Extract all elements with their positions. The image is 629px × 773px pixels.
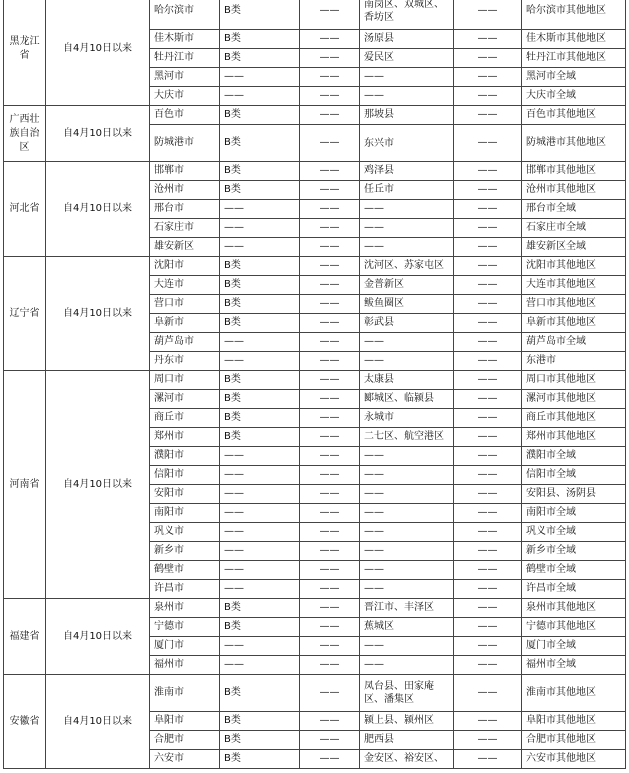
empty-dash-cell: —— [300, 409, 360, 428]
empty-dash-cell: —— [454, 656, 522, 675]
region-cell: 东港市 [522, 352, 626, 371]
risk-class-cell: B类 [220, 49, 300, 68]
district-cell: —— [360, 352, 454, 371]
period-cell: 自4月10日以来 [46, 0, 150, 106]
period-cell: 自4月10日以来 [46, 675, 150, 769]
district-cell: —— [360, 219, 454, 238]
risk-class-cell: —— [220, 447, 300, 466]
risk-class-cell: —— [220, 466, 300, 485]
risk-class-cell: B类 [220, 390, 300, 409]
region-cell: 鹤壁市全域 [522, 561, 626, 580]
risk-class-cell: —— [220, 238, 300, 257]
risk-class-cell: B类 [220, 675, 300, 712]
region-cell: 雄安新区全域 [522, 238, 626, 257]
city-cell: 大庆市 [150, 87, 220, 106]
region-cell: 泉州市其他地区 [522, 599, 626, 618]
district-cell: —— [360, 504, 454, 523]
city-cell: 阜新市 [150, 314, 220, 333]
district-cell: 南岗区、双城区、香坊区 [360, 0, 454, 30]
empty-dash-cell: —— [300, 390, 360, 409]
risk-class-cell: B类 [220, 106, 300, 125]
empty-dash-cell: —— [454, 731, 522, 750]
district-cell: —— [360, 561, 454, 580]
empty-dash-cell: —— [300, 200, 360, 219]
district-cell: —— [360, 656, 454, 675]
district-cell: —— [360, 200, 454, 219]
city-cell: 信阳市 [150, 466, 220, 485]
district-cell: 彰武县 [360, 314, 454, 333]
district-cell: 东兴市 [360, 125, 454, 162]
province-cell: 河南省 [4, 371, 46, 599]
district-cell: 太康县 [360, 371, 454, 390]
city-cell: 周口市 [150, 371, 220, 390]
empty-dash-cell: —— [454, 219, 522, 238]
region-cell: 大庆市全域 [522, 87, 626, 106]
empty-dash-cell: —— [300, 750, 360, 769]
city-cell: 淮南市 [150, 675, 220, 712]
risk-class-cell: —— [220, 656, 300, 675]
city-cell: 哈尔滨市 [150, 0, 220, 30]
risk-class-cell: —— [220, 580, 300, 599]
empty-dash-cell: —— [454, 276, 522, 295]
risk-class-cell: B类 [220, 276, 300, 295]
region-cell: 宁德市其他地区 [522, 618, 626, 637]
empty-dash-cell: —— [454, 125, 522, 162]
empty-dash-cell: —— [300, 523, 360, 542]
empty-dash-cell: —— [300, 30, 360, 49]
city-cell: 郑州市 [150, 428, 220, 447]
empty-dash-cell: —— [300, 542, 360, 561]
empty-dash-cell: —— [454, 162, 522, 181]
district-cell: 沈河区、苏家屯区 [360, 257, 454, 276]
city-cell: 牡丹江市 [150, 49, 220, 68]
district-cell: 鲅鱼圈区 [360, 295, 454, 314]
region-cell: 佳木斯市其他地区 [522, 30, 626, 49]
district-cell: 那坡县 [360, 106, 454, 125]
empty-dash-cell: —— [300, 599, 360, 618]
district-cell: 金安区、裕安区、 [360, 750, 454, 769]
risk-class-cell: —— [220, 200, 300, 219]
empty-dash-cell: —— [454, 314, 522, 333]
empty-dash-cell: —— [300, 181, 360, 200]
period-cell: 自4月10日以来 [46, 106, 150, 162]
empty-dash-cell: —— [454, 181, 522, 200]
city-cell: 许昌市 [150, 580, 220, 599]
district-cell: —— [360, 333, 454, 352]
region-cell: 阜新市其他地区 [522, 314, 626, 333]
region-cell: 黑河市全域 [522, 68, 626, 87]
province-cell: 福建省 [4, 599, 46, 675]
risk-class-cell: B类 [220, 181, 300, 200]
district-cell: 汤原县 [360, 30, 454, 49]
empty-dash-cell: —— [300, 352, 360, 371]
empty-dash-cell: —— [454, 371, 522, 390]
empty-dash-cell: —— [454, 675, 522, 712]
region-cell: 信阳市全域 [522, 466, 626, 485]
city-cell: 福州市 [150, 656, 220, 675]
risk-class-cell: B类 [220, 0, 300, 30]
region-cell: 阜阳市其他地区 [522, 712, 626, 731]
city-cell: 安阳市 [150, 485, 220, 504]
risk-class-cell: —— [220, 637, 300, 656]
district-cell: 爱民区 [360, 49, 454, 68]
empty-dash-cell: —— [300, 276, 360, 295]
empty-dash-cell: —— [300, 731, 360, 750]
city-cell: 鹤壁市 [150, 561, 220, 580]
region-cell: 沈阳市其他地区 [522, 257, 626, 276]
risk-class-cell: B类 [220, 257, 300, 276]
empty-dash-cell: —— [454, 0, 522, 30]
risk-class-cell: —— [220, 561, 300, 580]
empty-dash-cell: —— [454, 447, 522, 466]
city-cell: 沧州市 [150, 181, 220, 200]
risk-class-cell: B类 [220, 712, 300, 731]
empty-dash-cell: —— [454, 712, 522, 731]
risk-class-cell: —— [220, 523, 300, 542]
district-cell: —— [360, 580, 454, 599]
city-cell: 丹东市 [150, 352, 220, 371]
empty-dash-cell: —— [454, 542, 522, 561]
city-cell: 新乡市 [150, 542, 220, 561]
empty-dash-cell: —— [300, 504, 360, 523]
risk-class-cell: B类 [220, 731, 300, 750]
period-cell: 自4月10日以来 [46, 162, 150, 257]
empty-dash-cell: —— [454, 561, 522, 580]
empty-dash-cell: —— [300, 466, 360, 485]
province-cell: 广西壮族自治区 [4, 106, 46, 162]
empty-dash-cell: —— [300, 580, 360, 599]
region-cell: 哈尔滨市其他地区 [522, 0, 626, 30]
empty-dash-cell: —— [454, 504, 522, 523]
risk-class-cell: B类 [220, 125, 300, 162]
city-cell: 防城港市 [150, 125, 220, 162]
empty-dash-cell: —— [300, 68, 360, 87]
region-cell: 百色市其他地区 [522, 106, 626, 125]
region-cell: 安阳县、汤阴县 [522, 485, 626, 504]
district-cell: 任丘市 [360, 181, 454, 200]
empty-dash-cell: —— [300, 49, 360, 68]
city-cell: 阜阳市 [150, 712, 220, 731]
risk-class-cell: B类 [220, 371, 300, 390]
empty-dash-cell: —— [454, 106, 522, 125]
province-cell: 河北省 [4, 162, 46, 257]
table-row [4, 162, 626, 181]
city-cell: 百色市 [150, 106, 220, 125]
city-cell: 商丘市 [150, 409, 220, 428]
city-cell: 邢台市 [150, 200, 220, 219]
city-cell: 南阳市 [150, 504, 220, 523]
region-cell: 合肥市其他地区 [522, 731, 626, 750]
city-cell: 六安市 [150, 750, 220, 769]
district-cell: —— [360, 485, 454, 504]
district-cell: 蕉城区 [360, 618, 454, 637]
empty-dash-cell: —— [300, 561, 360, 580]
table-row [4, 599, 626, 618]
empty-dash-cell: —— [300, 219, 360, 238]
risk-class-cell: —— [220, 504, 300, 523]
province-cell: 黑龙江省 [4, 0, 46, 106]
empty-dash-cell: —— [454, 200, 522, 219]
city-cell: 厦门市 [150, 637, 220, 656]
empty-dash-cell: —— [300, 637, 360, 656]
region-cell: 漯河市其他地区 [522, 390, 626, 409]
city-cell: 濮阳市 [150, 447, 220, 466]
region-cell: 营口市其他地区 [522, 295, 626, 314]
risk-class-cell: B类 [220, 618, 300, 637]
empty-dash-cell: —— [454, 30, 522, 49]
risk-class-cell: B类 [220, 314, 300, 333]
empty-dash-cell: —— [300, 447, 360, 466]
empty-dash-cell: —— [454, 238, 522, 257]
region-cell: 葫芦岛市全域 [522, 333, 626, 352]
table-row [4, 675, 626, 712]
province-cell: 辽宁省 [4, 257, 46, 371]
risk-class-cell: —— [220, 68, 300, 87]
district-cell: 鸡泽县 [360, 162, 454, 181]
region-cell: 沧州市其他地区 [522, 181, 626, 200]
empty-dash-cell: —— [454, 390, 522, 409]
empty-dash-cell: —— [454, 637, 522, 656]
empty-dash-cell: —— [454, 750, 522, 769]
empty-dash-cell: —— [454, 295, 522, 314]
empty-dash-cell: —— [454, 485, 522, 504]
empty-dash-cell: —— [300, 314, 360, 333]
empty-dash-cell: —— [300, 87, 360, 106]
city-cell: 雄安新区 [150, 238, 220, 257]
empty-dash-cell: —— [300, 125, 360, 162]
empty-dash-cell: —— [300, 618, 360, 637]
empty-dash-cell: —— [454, 409, 522, 428]
region-cell: 石家庄市全域 [522, 219, 626, 238]
risk-class-cell: —— [220, 87, 300, 106]
empty-dash-cell: —— [300, 333, 360, 352]
district-cell: —— [360, 523, 454, 542]
risk-class-cell: —— [220, 333, 300, 352]
empty-dash-cell: —— [454, 87, 522, 106]
empty-dash-cell: —— [300, 428, 360, 447]
risk-class-cell: B类 [220, 428, 300, 447]
risk-area-table [3, 0, 626, 769]
district-cell: 肥西县 [360, 731, 454, 750]
empty-dash-cell: —— [454, 523, 522, 542]
table-row [4, 0, 626, 30]
region-cell: 新乡市全域 [522, 542, 626, 561]
district-cell: —— [360, 637, 454, 656]
district-cell: 金普新区 [360, 276, 454, 295]
risk-class-cell: B类 [220, 30, 300, 49]
region-cell: 郑州市其他地区 [522, 428, 626, 447]
empty-dash-cell: —— [300, 257, 360, 276]
district-cell: —— [360, 238, 454, 257]
city-cell: 泉州市 [150, 599, 220, 618]
city-cell: 巩义市 [150, 523, 220, 542]
region-cell: 巩义市全域 [522, 523, 626, 542]
empty-dash-cell: —— [300, 106, 360, 125]
risk-class-cell: B类 [220, 295, 300, 314]
empty-dash-cell: —— [454, 68, 522, 87]
region-cell: 濮阳市全域 [522, 447, 626, 466]
city-cell: 营口市 [150, 295, 220, 314]
district-cell: 凤台县、田家庵区、潘集区 [360, 675, 454, 712]
district-cell: —— [360, 447, 454, 466]
empty-dash-cell: —— [454, 428, 522, 447]
table-row [4, 106, 626, 125]
risk-class-cell: B类 [220, 750, 300, 769]
region-cell: 周口市其他地区 [522, 371, 626, 390]
city-cell: 葫芦岛市 [150, 333, 220, 352]
city-cell: 漯河市 [150, 390, 220, 409]
empty-dash-cell: —— [454, 352, 522, 371]
city-cell: 沈阳市 [150, 257, 220, 276]
district-cell: —— [360, 466, 454, 485]
region-cell: 厦门市全域 [522, 637, 626, 656]
district-cell: 永城市 [360, 409, 454, 428]
region-cell: 邢台市全域 [522, 200, 626, 219]
district-cell: 颍上县、颍州区 [360, 712, 454, 731]
city-cell: 佳木斯市 [150, 30, 220, 49]
region-cell: 许昌市全域 [522, 580, 626, 599]
city-cell: 石家庄市 [150, 219, 220, 238]
region-cell: 邯郸市其他地区 [522, 162, 626, 181]
empty-dash-cell: —— [300, 712, 360, 731]
city-cell: 邯郸市 [150, 162, 220, 181]
table-row [4, 371, 626, 390]
city-cell: 宁德市 [150, 618, 220, 637]
region-cell: 福州市全域 [522, 656, 626, 675]
district-cell: 郾城区、临颍县 [360, 390, 454, 409]
city-cell: 大连市 [150, 276, 220, 295]
region-cell: 商丘市其他地区 [522, 409, 626, 428]
risk-class-cell: —— [220, 485, 300, 504]
district-cell: —— [360, 542, 454, 561]
risk-class-cell: B类 [220, 162, 300, 181]
region-cell: 六安市其他地区 [522, 750, 626, 769]
region-cell: 牡丹江市其他地区 [522, 49, 626, 68]
empty-dash-cell: —— [454, 257, 522, 276]
risk-class-cell: B类 [220, 599, 300, 618]
empty-dash-cell: —— [454, 49, 522, 68]
district-cell: 二七区、航空港区 [360, 428, 454, 447]
city-cell: 合肥市 [150, 731, 220, 750]
empty-dash-cell: —— [454, 466, 522, 485]
empty-dash-cell: —— [300, 0, 360, 30]
region-cell: 淮南市其他地区 [522, 675, 626, 712]
empty-dash-cell: —— [454, 333, 522, 352]
empty-dash-cell: —— [300, 238, 360, 257]
district-cell: 晋江市、丰泽区 [360, 599, 454, 618]
empty-dash-cell: —— [454, 618, 522, 637]
province-cell: 安徽省 [4, 675, 46, 769]
empty-dash-cell: —— [300, 295, 360, 314]
risk-class-cell: —— [220, 219, 300, 238]
empty-dash-cell: —— [454, 599, 522, 618]
city-cell: 黑河市 [150, 68, 220, 87]
table-row [4, 257, 626, 276]
empty-dash-cell: —— [300, 656, 360, 675]
period-cell: 自4月10日以来 [46, 257, 150, 371]
period-cell: 自4月10日以来 [46, 599, 150, 675]
empty-dash-cell: —— [454, 580, 522, 599]
empty-dash-cell: —— [300, 485, 360, 504]
district-cell: —— [360, 68, 454, 87]
region-cell: 防城港市其他地区 [522, 125, 626, 162]
risk-class-cell: —— [220, 542, 300, 561]
empty-dash-cell: —— [300, 371, 360, 390]
district-cell: —— [360, 87, 454, 106]
empty-dash-cell: —— [300, 162, 360, 181]
region-cell: 南阳市全域 [522, 504, 626, 523]
region-cell: 大连市其他地区 [522, 276, 626, 295]
risk-class-cell: —— [220, 352, 300, 371]
empty-dash-cell: —— [300, 675, 360, 712]
risk-class-cell: B类 [220, 409, 300, 428]
period-cell: 自4月10日以来 [46, 371, 150, 599]
